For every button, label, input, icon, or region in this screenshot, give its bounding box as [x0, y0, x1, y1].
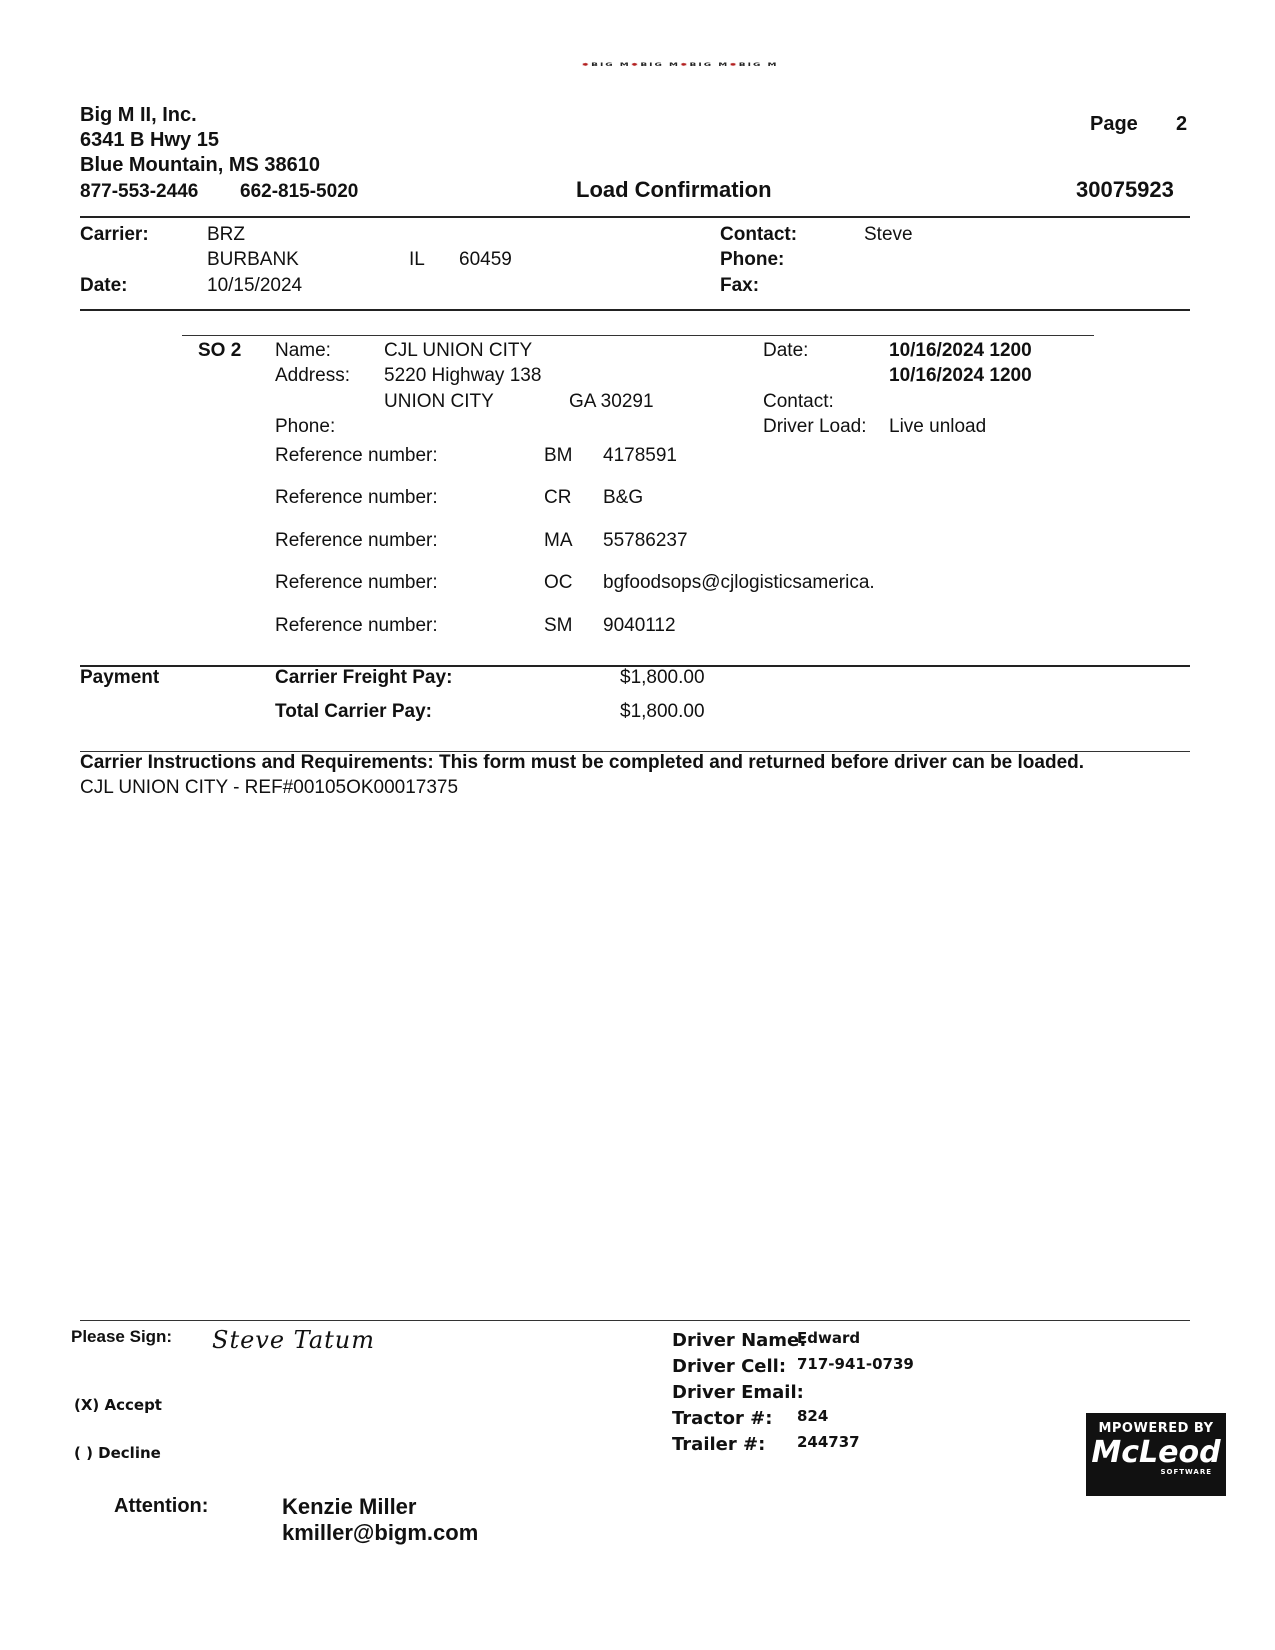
company-name: Big M II, Inc.: [80, 104, 197, 126]
reference-value: 55786237: [603, 530, 688, 551]
mcleod-logo-brand: McLeod: [1091, 1435, 1221, 1470]
decline-option[interactable]: ( ) Decline: [74, 1444, 161, 1462]
stop-name-label: Name:: [275, 340, 331, 361]
stop-address: 5220 Highway 138: [384, 365, 542, 386]
payment-label: Payment: [80, 667, 160, 688]
freight-pay-amount: $1,800.00: [620, 667, 705, 688]
divider-header: [80, 216, 1190, 218]
divider-carrier: [80, 309, 1190, 311]
company-phone-1: 877-553-2446: [80, 181, 199, 202]
stop-phone-label: Phone:: [275, 416, 336, 437]
attention-email: kmiller@bigm.com: [282, 1520, 479, 1545]
stop-date-2: 10/16/2024 1200: [889, 365, 1032, 386]
carrier-phone-label: Phone:: [720, 249, 785, 270]
reference-label: Reference number:: [275, 572, 438, 593]
attention-name: Kenzie Miller: [282, 1494, 417, 1519]
stop-date-label: Date:: [763, 340, 809, 361]
banner-segment: BIG M: [591, 62, 631, 68]
stop-date-1: 10/16/2024 1200: [889, 340, 1032, 361]
reference-code: OC: [544, 572, 573, 593]
reference-label: Reference number:: [275, 445, 438, 466]
total-pay-amount: $1,800.00: [620, 701, 705, 722]
carrier-contact: Steve: [864, 224, 913, 245]
stop-state-zip: GA 30291: [569, 391, 654, 412]
freight-pay-label: Carrier Freight Pay:: [275, 667, 453, 688]
stop-id: SO 2: [198, 340, 242, 361]
reference-value: B&G: [603, 487, 644, 508]
stop-driver-load: Live unload: [889, 416, 987, 437]
driver-name: Edward: [797, 1329, 861, 1347]
company-banner-logo: [470, 60, 890, 70]
reference-value: bgfoodsops@cjlogisticsamerica.: [603, 572, 875, 593]
page-number: 2: [1176, 113, 1188, 135]
attention-label: Attention:: [114, 1495, 209, 1517]
trailer-number: 244737: [797, 1433, 860, 1451]
banner-mark-icon: ✹: [581, 62, 592, 68]
carrier-state: IL: [409, 249, 425, 270]
mcleod-logo: [1086, 1413, 1226, 1496]
carrier-contact-label: Contact:: [720, 224, 798, 245]
instructions-heading: Carrier Instructions and Requirements: This form must be completed and returned before driver can be loaded.: [80, 752, 1085, 773]
accept-option[interactable]: (X) Accept: [74, 1396, 162, 1414]
instructions-text: CJL UNION CITY - REF#00105OK00017375: [80, 777, 459, 798]
driver-name-label: Driver Name:: [672, 1330, 807, 1351]
banner-mark-icon: ✹: [729, 62, 739, 68]
driver-email-label: Driver Email:: [672, 1382, 804, 1403]
driver-cell-label: Driver Cell:: [672, 1356, 787, 1377]
stop-contact-label: Contact:: [763, 391, 834, 412]
document-title: Load Confirmation: [576, 177, 772, 202]
stop-driver-load-label: Driver Load:: [763, 416, 867, 437]
total-pay-label: Total Carrier Pay:: [275, 701, 432, 722]
reference-label: Reference number:: [275, 487, 438, 508]
tractor-number: 824: [797, 1407, 829, 1425]
please-sign-label: Please Sign:: [71, 1327, 173, 1346]
carrier-date: 10/15/2024: [207, 275, 303, 296]
banner-segment: BIG M: [738, 62, 779, 68]
trailer-label: Trailer #:: [672, 1434, 766, 1455]
divider-signature: [80, 1320, 1190, 1321]
signature-handwritten[interactable]: Steve Tatum: [212, 1326, 375, 1354]
reference-code: CR: [544, 487, 572, 508]
carrier-fax-label: Fax:: [720, 275, 760, 296]
document-number: 30075923: [1076, 177, 1174, 202]
mcleod-logo-top: MPOWERED BY: [1098, 1421, 1214, 1436]
banner-mark-icon: ✹: [680, 62, 690, 68]
driver-cell: 717-941-0739: [797, 1355, 914, 1373]
stop-name: CJL UNION CITY: [384, 340, 533, 361]
tractor-label: Tractor #:: [672, 1408, 773, 1429]
carrier-label: Carrier:: [80, 224, 149, 245]
page-label: Page: [1090, 113, 1138, 135]
carrier-name: BRZ: [207, 224, 245, 245]
reference-label: Reference number:: [275, 530, 438, 551]
banner-mark-icon: ✹: [630, 62, 641, 68]
reference-code: BM: [544, 445, 573, 466]
carrier-city: BURBANK: [207, 249, 299, 270]
carrier-date-label: Date:: [80, 275, 128, 296]
reference-label: Reference number:: [275, 615, 438, 636]
stop-city: UNION CITY: [384, 391, 494, 412]
banner-segment: BIG M: [689, 62, 730, 68]
company-address-line2: Blue Mountain, MS 38610: [80, 154, 321, 176]
divider-stop: [182, 335, 1094, 336]
reference-value: 9040112: [603, 615, 676, 636]
carrier-zip: 60459: [459, 249, 512, 270]
reference-code: SM: [544, 615, 573, 636]
company-address-line1: 6341 B Hwy 15: [80, 129, 219, 151]
company-phone-2: 662-815-5020: [240, 181, 359, 202]
reference-value: 4178591: [603, 445, 677, 466]
banner-segment: BIG M: [640, 62, 680, 68]
mcleod-logo-sub: SOFTWARE: [1160, 1468, 1212, 1476]
reference-code: MA: [544, 530, 573, 551]
stop-address-label: Address:: [275, 365, 350, 386]
